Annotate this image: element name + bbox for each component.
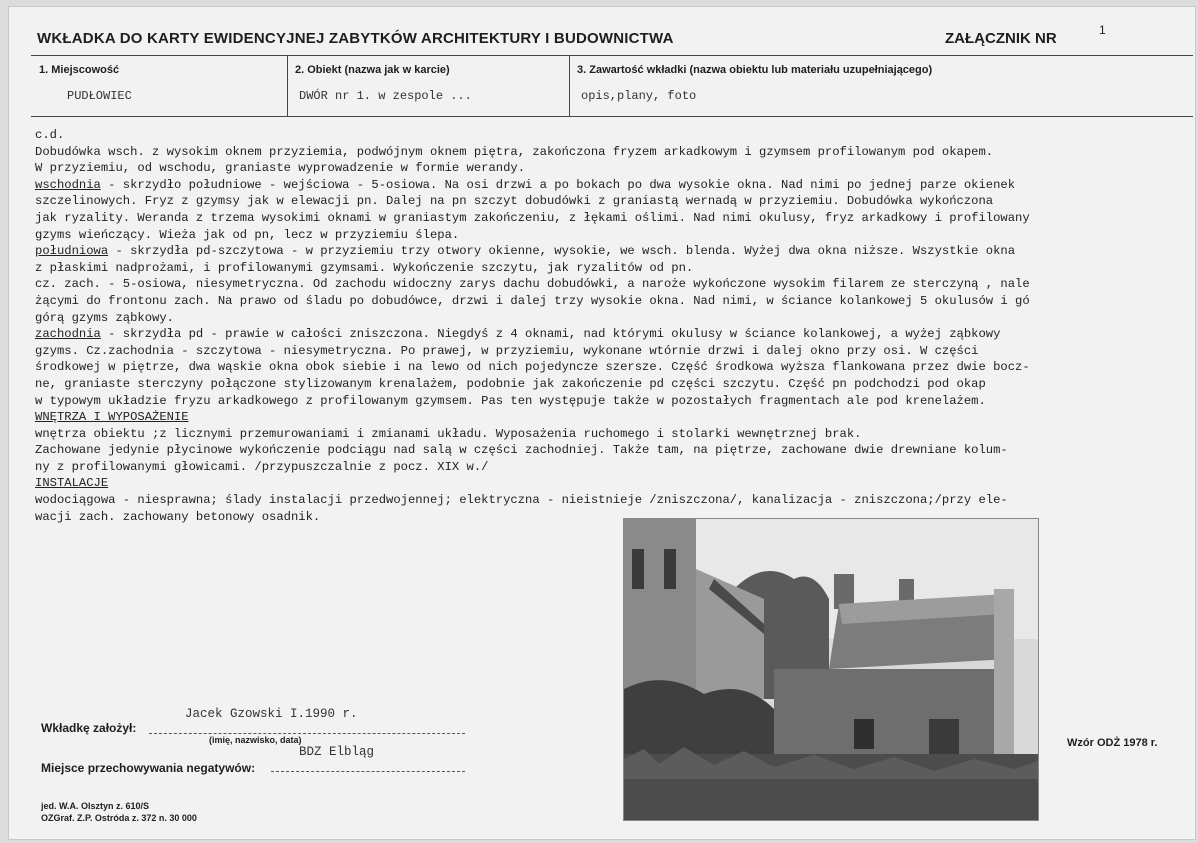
field-locality: [31, 56, 288, 116]
inserted-by-value: Jacek Gzowski I.1990 r.: [185, 707, 358, 721]
description-line: środkowej w piętrze, dwa wąskie okna obok siebie i na lewo od nich pojedyncze szersze. Część środkowa wyższa flankowana przez dwie bocz-: [35, 360, 1030, 375]
description-line: z płaskimi nadprożami, i profilowanymi gzymsami. Wykończenie szczytu, jak ryzalitów od pn.: [35, 260, 694, 275]
description-line: [35, 243, 1195, 260]
section-heading: zachodnia: [35, 327, 101, 342]
annex-label: ZAŁĄCZNIK NR: [945, 30, 1057, 47]
header-fields: [31, 55, 1193, 117]
field-contents-value: opis,plany, foto: [581, 89, 697, 103]
description-line: ny z profilowanymi głowicami. /przypuszczalnie z pocz. XIX w./: [35, 459, 489, 474]
building-photo: [623, 518, 1039, 821]
storage-value: BDZ Elbląg: [299, 745, 375, 759]
document-page: [8, 6, 1196, 840]
description-line: szczelinowych. Fryz z gzymsy jak w elewacji pn. Dalej na pn szczyt dobudówki z graniastą wernadą w przyziemiu. Dobudówka wykończona: [35, 194, 994, 209]
field-object-label: 2. Obiekt (nazwa jak w karcie): [295, 64, 450, 76]
storage-line: [271, 771, 465, 772]
print-line-2: OZGraf. Z.P. Ostróda z. 372 n. 30 000: [41, 813, 197, 823]
description-line: ne, graniaste sterczyny połączone stylizowanym krenalażem, podobnie jak zakończenie pd części szczytu. Część pn podchodzi pod okap: [35, 376, 986, 391]
description-line: gzyms. Cz.zachodnia - szczytowa - niesymetryczna. Po prawej, w przyziemiu, wykonane wtórnie drzwi i dalej okno przy osi. W części: [35, 343, 979, 358]
description-line: [35, 409, 1195, 426]
description-line: W przyziemiu, od wschodu, graniaste wyprowadzenie w formie werandy.: [35, 161, 526, 176]
description-line: Dobudówka wsch. z wysokim oknem przyziemia, podwójnym oknem piętra, zakończona fryzem arkadkowym i gzymsem profilowanym pod okapem.: [35, 144, 994, 159]
form-model: Wzór ODŻ 1978 r.: [1067, 737, 1158, 749]
section-heading: INSTALACJE: [35, 476, 109, 491]
section-heading: wschodnia: [35, 177, 101, 192]
description-line: [35, 177, 1195, 194]
description-line: gzyms wieńczący. Wieża jak od pn, lecz w przyziemiu ślepa.: [35, 227, 460, 242]
description-line: wacji zach. zachowany betonowy osadnik.: [35, 509, 321, 524]
description-line: [35, 475, 1195, 492]
description-line: jak ryzality. Weranda z trzema wysokimi oknami w graniastym zakończeniu, z łękami oślimi. Nad nimi okulusy, fryz arkadkowy i profilowany: [35, 210, 1030, 225]
description-line: cz. zach. - 5-osiowa, niesymetryczna. Od zachodu widoczny zarys dachu dobudówki, a naroże wykończone wysokim filarem ze sterczyną , nale: [35, 277, 1030, 292]
description-line: c.d.: [35, 128, 65, 142]
section-text: - skrzydła pd-szczytowa - w przyziemiu trzy otwory okienne, wysokie, we wsch. blenda. Wyżej dwa okna niższe. Wszystkie okna: [108, 244, 1016, 259]
description-line: [35, 326, 1195, 343]
print-line-1: jed. W.A. Olsztyn z. 610/S: [41, 801, 150, 811]
description-line: Zachowane jedynie płycinowe wykończenie podciągu nad salą w części zachodniej. Także tam, na piętrze, zachowane dwie drewniane kolum-: [35, 443, 1008, 458]
inserted-by-hint: (imię, nazwisko, data): [209, 735, 302, 745]
field-locality-label: 1. Miejscowość: [39, 64, 120, 76]
section-text: - skrzydło południowe - wejściowa - 5-osiowa. Na osi drzwi a po bokach po dwa wysokie okna. Nad nimi po jednej parze okienek: [100, 177, 1016, 192]
document-title: WKŁADKA DO KARTY EWIDENCYJNEJ ZABYTKÓW ARCHITEKTURY I BUDOWNICTWA: [37, 30, 674, 47]
description-line: żącymi do frontonu zach. Na prawo od śladu po dobudówce, drzwi i dalej trzy wysokie okna. Nad nimi, w ściance kolankowej 5 okulusów i gó: [35, 293, 1030, 308]
field-locality-value: PUDŁOWIEC: [67, 89, 132, 103]
annex-number: 1: [1099, 23, 1106, 37]
storage-label: Miejsce przechowywania negatywów:: [41, 761, 256, 775]
inserted-by-line: [149, 733, 465, 734]
description-line: w typowym układzie fryzu arkadkowego z profilowanym gzymsem. Pas ten występuje także w pozostałych fragmentach ale pod krenelażem.: [35, 393, 986, 408]
field-object-value: DWÓR nr 1. w zespole ...: [299, 89, 472, 103]
description-text: [35, 127, 1195, 525]
field-contents: [569, 56, 1193, 116]
section-text: - skrzydła pd - prawie w całości zniszczona. Niegdyś z 4 oknami, nad którymi okulusy w ściance kolankowej, a wyżej ząbkowy: [100, 327, 1001, 342]
ruined-manor-photo-image: [624, 519, 1038, 820]
description-line: górą gzyms ząbkowy.: [35, 310, 174, 325]
section-heading: WNĘTRZA I WYPOSAŻENIE: [35, 410, 189, 425]
field-object: [287, 56, 570, 116]
field-contents-label: 3. Zawartość wkładki (nazwa obiektu lub materiału uzupełniającego): [577, 64, 933, 76]
description-line: wodociągowa - niesprawna; ślady instalacji przedwojennej; elektryczna - nieistnieje /zniszczona/, kanalizacja - zniszczona;/przy ele-: [35, 493, 1008, 508]
inserted-by-label: Wkładkę założył:: [41, 721, 137, 735]
description-line: wnętrza obiektu ;z licznymi przemurowaniami i zmianami układu. Wyposażenia ruchomego i stolarki wewnętrznej brak.: [35, 426, 862, 441]
section-heading: południowa: [35, 244, 109, 259]
